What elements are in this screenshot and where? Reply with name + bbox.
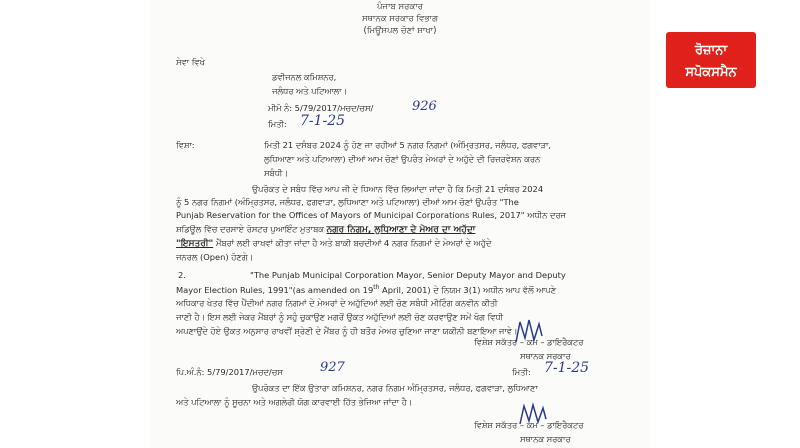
logo-badge [666, 32, 756, 92]
subject-line-1: ਮਿਤੀ 21 ਦਸੰਬਰ 2024 ਨੂੰ ਹੋਣ ਜਾ ਰਹੀਆਂ 5 ਨਗਰ ਨਿਗਮਾਂ (ਅੰਮ੍ਰਿਤਸਰ, ਜਲੰਧਰ, ਫਗਵਾੜਾ, [264, 140, 552, 150]
endorsement-date-handwritten: 7-1-25 [544, 360, 590, 376]
para1-line-6: ਜਨਰਲ (Open) ਹੋਣਗੇ। [176, 252, 254, 262]
para1-line-5: "ਇਸਤਰੀ" ਮੈਂਬਰਾਂ ਲਈ ਰਾਖਵਾਂ ਕੀਤਾ ਜਾਂਦਾ ਹੈ ਅਤੇ ਬਾਕੀ ਬਚਦੀਆਂ 4 ਨਗਰ ਨਿਗਮਾਂ ਦੇ ਮੇਅਰਾਂ ਦੇ ਅਹੁੱਦੇ [176, 238, 492, 249]
para2-line-3: ਅਧਿਕਾਰ ਖੇਤਰ ਵਿੱਚ ਪੈਂਦੀਆਂ ਨਗਰ ਨਿਗਮਾਂ ਦੇ ਮੇਅਰਾਂ ਦੇ ਅਹੁੱਦਿਆਂ ਲਈ ਚੋਣ ਸਬੰਧੀ ਮੀਟਿੰਗ ਕਨਵੀਨ ਕੀਤੀ [176, 298, 498, 308]
para2-line-5: ਅਪਣਾਉਂਦੇ ਹੋਏ ਉਕਤ ਅਨੁਸਾਰ ਰਾਖਵੀਂ ਸ਼੍ਰੇਣੀ ਦੇ ਮੈਂਬਰ ਨੂੰ ਹੀ ਬਤੌਰ ਮੇਅਰ ਚੁਣਿਆ ਜਾਣਾ ਯਕੀਨੀ ਬਣਾਇਆ ਜਾਵੇ। [176, 326, 518, 336]
header-branch: (ਮਿਊਂਸਪਲ ਚੋਣਾਂ ਸ਼ਾਖਾ) [363, 26, 437, 36]
memo-date-handwritten: 7-1-25 [300, 113, 346, 129]
subject-line-2: ਲੁਧਿਆਣਾ ਅਤੇ ਪਟਿਆਲਾ) ਦੀਆਂ ਆਮ ਚੋਣਾਂ ਉਪਰੰਤ ਮੇਅਰਾਂ ਦੇ ਅਹੁੱਦੇ ਦੀ ਰਿਜ਼ਰਵੇਸ਼ਨ ਕਰਨ [264, 154, 541, 164]
spokesman-logo [666, 32, 756, 92]
signature2-department: ਸਥਾਨਕ ਸਰਕਾਰ [520, 434, 571, 444]
endorsement-number-label: ਪਿ.ਅੰ.ਨੰ: 5/79/2017/ਮਚਦ/ਚਸ [176, 367, 283, 377]
logo-line-1: ਰੋਜ਼ਾਨਾ [694, 43, 728, 58]
highlight-istri: "ਇਸਤਰੀ" [176, 239, 214, 249]
para1-line-2: ਨੂੰ 5 ਨਗਰ ਨਿਗਮਾਂ (ਅੰਮ੍ਰਿਤਸਰ, ਜਲੰਧਰ, ਫਗਵਾੜਾ, ਲੁਧਿਆਣਾ ਅਤੇ ਪਟਿਆਲਾ) ਦੀਆਂ ਆਮ ਚੋਣਾਂ ਉਪਰੰਤ "The [176, 197, 519, 207]
endorsement-number-handwritten: 927 [320, 360, 345, 375]
para1-line-3: Punjab Reservation for the Offices of Mayors of Municipal Corporations Rules, 2017" ਅਧੀਨ ਦਰਜ [176, 210, 566, 220]
para1-line-4: ਸ਼ਡਿਊਲ ਵਿੱਚ ਦਰਸਾਏ ਰੋਸਟਰ ਪੁਆਇੰਟ ਮੁਤਾਬਕ ਨਗਰ ਨਿਗਮ, ਲੁਧਿਆਣਾ ਦੇ ਮੇਅਰ ਦਾ ਅਹੁੱਦਾ [176, 224, 476, 235]
endorsement-line-2: ਅਤੇ ਪਟਿਆਲਾ ਨੂੰ ਸੂਚਨਾ ਅਤੇ ਅਗਲੇਰੀ ਯੋਗ ਕਾਰਵਾਈ ਹਿੱਤ ਭੇਜਿਆ ਜਾਂਦਾ ਹੈ। [176, 397, 413, 407]
signature2-designation: ਵਿਸ਼ੇਸ਼ ਸਕੱਤਰ – ਕਮ – ਡਾਇਰੈਕਟਰ [474, 420, 584, 430]
signature1-department: ਸਥਾਨਕ ਸਰਕਾਰ [520, 351, 571, 361]
endorsement-line-1: ਉਪਰੋਕਤ ਦਾ ਇੱਕ ਉਤਾਰਾ ਕਮਿਸ਼ਨਰ, ਨਗਰ ਨਿਗਮ ਅੰਮ੍ਰਿਤਸਰ, ਜਲੰਧਰ, ਫਗਵਾੜਾ, ਲੁਧਿਆਣਾ [252, 383, 538, 393]
address-recipient: ਡਵੀਜਨਲ ਕਮਿਸ਼ਨਰ, [272, 72, 337, 82]
subject-line-3: ਸਬੰਧੀ। [264, 168, 289, 178]
subject-label: ਵਿਸ਼ਾ: [176, 140, 195, 150]
address-salutation: ਸੇਵਾ ਵਿਖੇ [176, 57, 205, 67]
para1-line-1: ਉਪਰੋਕਤ ਦੇ ਸਬੰਧ ਵਿੱਚ ਆਪ ਜੀ ਦੇ ਧਿਆਨ ਵਿੱਚ ਲਿਆਂਦਾ ਜਾਂਦਾ ਹੈ ਕਿ ਮਿਤੀ 21 ਦਸੰਬਰ 2024 [252, 184, 544, 194]
memo-number-handwritten: 926 [412, 99, 437, 114]
logo-line-2: ਸਪੋਕਸਮੈਨ [685, 65, 737, 80]
para2-line-2: Mayor Election Rules, 1991"(as amended on 19th April, 2001) ਦੇ ਨਿਯਮ 3(1) ਅਧੀਨ ਆਪ ਵੱਲੋਂ ਆਪਣੇ [176, 284, 557, 295]
para2-number: 2. [178, 270, 186, 280]
header-department: ਸਥਾਨਕ ਸਰਕਾਰ ਵਿਭਾਗ [361, 14, 439, 24]
memo-number-label: ਮੀਮੋ ਨੰ: 5/79/2017/ਮਚਦ/ਚਸ/ [268, 103, 374, 113]
address-cities: ਜਲੰਧਰ ਅਤੇ ਪਟਿਆਲਾ। [272, 86, 348, 96]
para2-line-4: ਜਾਣੀ ਹੈ। ਇਸ ਲਈ ਜੇਕਰ ਮੈਂਬਰਾਂ ਨੂੰ ਸਹੁੰ ਚੁਕਾਉਣ ਮਗਰੋਂ ਉਕਤ ਅਹੁੱਦਿਆਂ ਲਈ ਚੋਣ ਕਰਵਾਉਣ ਸਮੇਂ ਖੋਗ ਵਿਧੀ [176, 312, 504, 322]
memo-date-label: ਮਿਤੀ: [268, 119, 287, 129]
header-government: ਪੰਜਾਬ ਸਰਕਾਰ [377, 2, 423, 12]
para2-line-1: "The Punjab Municipal Corporation Mayor, Senior Deputy Mayor and Deputy [250, 270, 566, 280]
endorsement-date-label: ਮਿਤੀ: [512, 367, 531, 377]
highlight-ludhiana-mayor: ਨਗਰ ਨਿਗਮ, ਲੁਧਿਆਣਾ ਦੇ ਮੇਅਰ ਦਾ ਅਹੁੱਦਾ [326, 225, 476, 235]
signature1-designation: ਵਿਸ਼ੇਸ਼ ਸਕੱਤਰ – ਕਮ – ਡਾਇਰੈਕਟਰ [474, 337, 584, 347]
